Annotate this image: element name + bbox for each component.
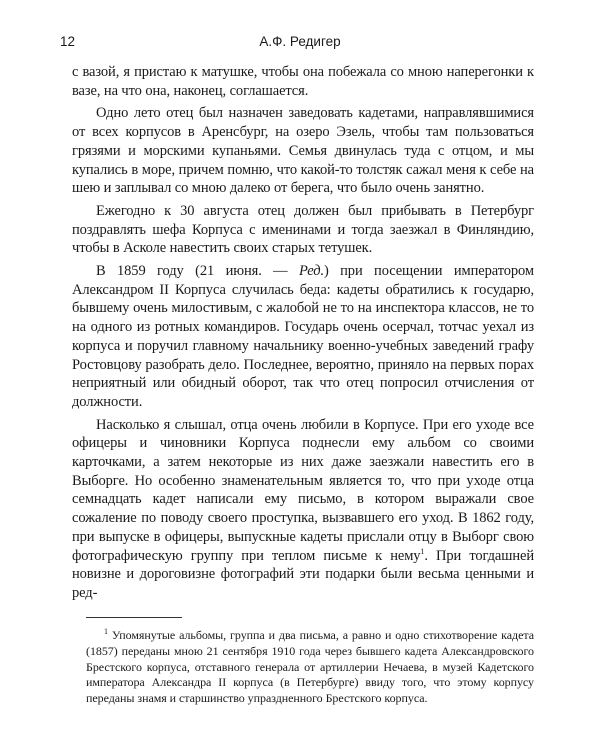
paragraph-4-part-b: ) при посещении императором Александром II Корпуса случилась беда: кадеты обратились к государю, бывшему очень милостивым, с жалобой не то на инспектора классов, не то на одного из ротных командиров. Государь очень осерчал, тотчас уехал из корпуса и поручил главному начальнику военно-учебных заведений графу Ростовцову разобрать дело. Последнее, вероятно, приняло на первых порах неприятный или обидный оборот, так что отец попросил отчисления от должности. [72,263,535,410]
editor-note: Ред. [299,263,324,280]
paragraph-5-part-a: Насколько я слышал, отца очень любили в Корпусе. При его уходе все офицеры и чиновники Корпуса поднесли ему альбом со своими карточками, а затем некоторые из них даже заезжали навестить его в Выборге. Но особенно знаменательным является то, что при уходе отца семнадцать кадет написали ему письмо, в котором выражали свое сожаление по поводу своего проступка, вызвавшего его уход. В 1862 году, при выпуске в офицеры, выпускные кадеты прислали отцу в Выборг свою фотографическую группу при теплом письме к нему [72,416,534,564]
footnote-marker: 1 [104,627,108,636]
paragraph-4-part-a: В 1859 году (21 июня. — [96,263,299,280]
running-head: А.Ф. Редигер [259,34,341,49]
footnote [86,628,534,707]
paragraph-4 [72,262,534,412]
page-number: 12 [60,34,76,49]
paragraph-5-part-b: . При тогдашней новизне и дороговизне фотографий эти подарки были весьма ценными и ред- [72,547,534,601]
footnote-separator [86,617,182,618]
body-text [72,63,534,607]
paragraph-2: Одно лето отец был назначен заведовать кадетами, направлявшимися от всех корпусов в Аренсбург, на озеро Эзель, чтобы там пользоваться грязями и морскими купаньями. Семья двинулась туда с отцом, и мы купались в море, причем помню, что какой-то толстяк сажал меня к себе на шею и заплывал со мною далеко от берега, что было очень занятно. [72,105,534,197]
footnote-reference: 1 [420,546,425,556]
footnote-text: Упомянутые альбомы, группа и два письма, а равно и одно стихотворение кадета (1857) переданы мною 21 сентября 1910 года через бывшего кадета Александровского Брестского корпуса, отставного генерала от артиллерии Нечаева, в музей Кадетского императора Александра II корпуса (в Петербурге) ввиду того, что этому корпусу переданы знамя и старшинство упраздненного Брестского корпуса. [86,628,534,706]
page-header [60,34,540,52]
paragraph-1: с вазой, я пристаю к матушке, чтобы она побежала со мною наперегонки к вазе, на что она, наконец, соглашается. [72,64,534,99]
paragraph-3: Ежегодно к 30 августа отец должен был прибывать в Петербург поздравлять шефа Корпуса с именинами и тогда заезжал в Финляндию, чтобы в Асколе навестить своих старых тетушек. [72,202,534,257]
paragraph-5 [72,416,534,603]
